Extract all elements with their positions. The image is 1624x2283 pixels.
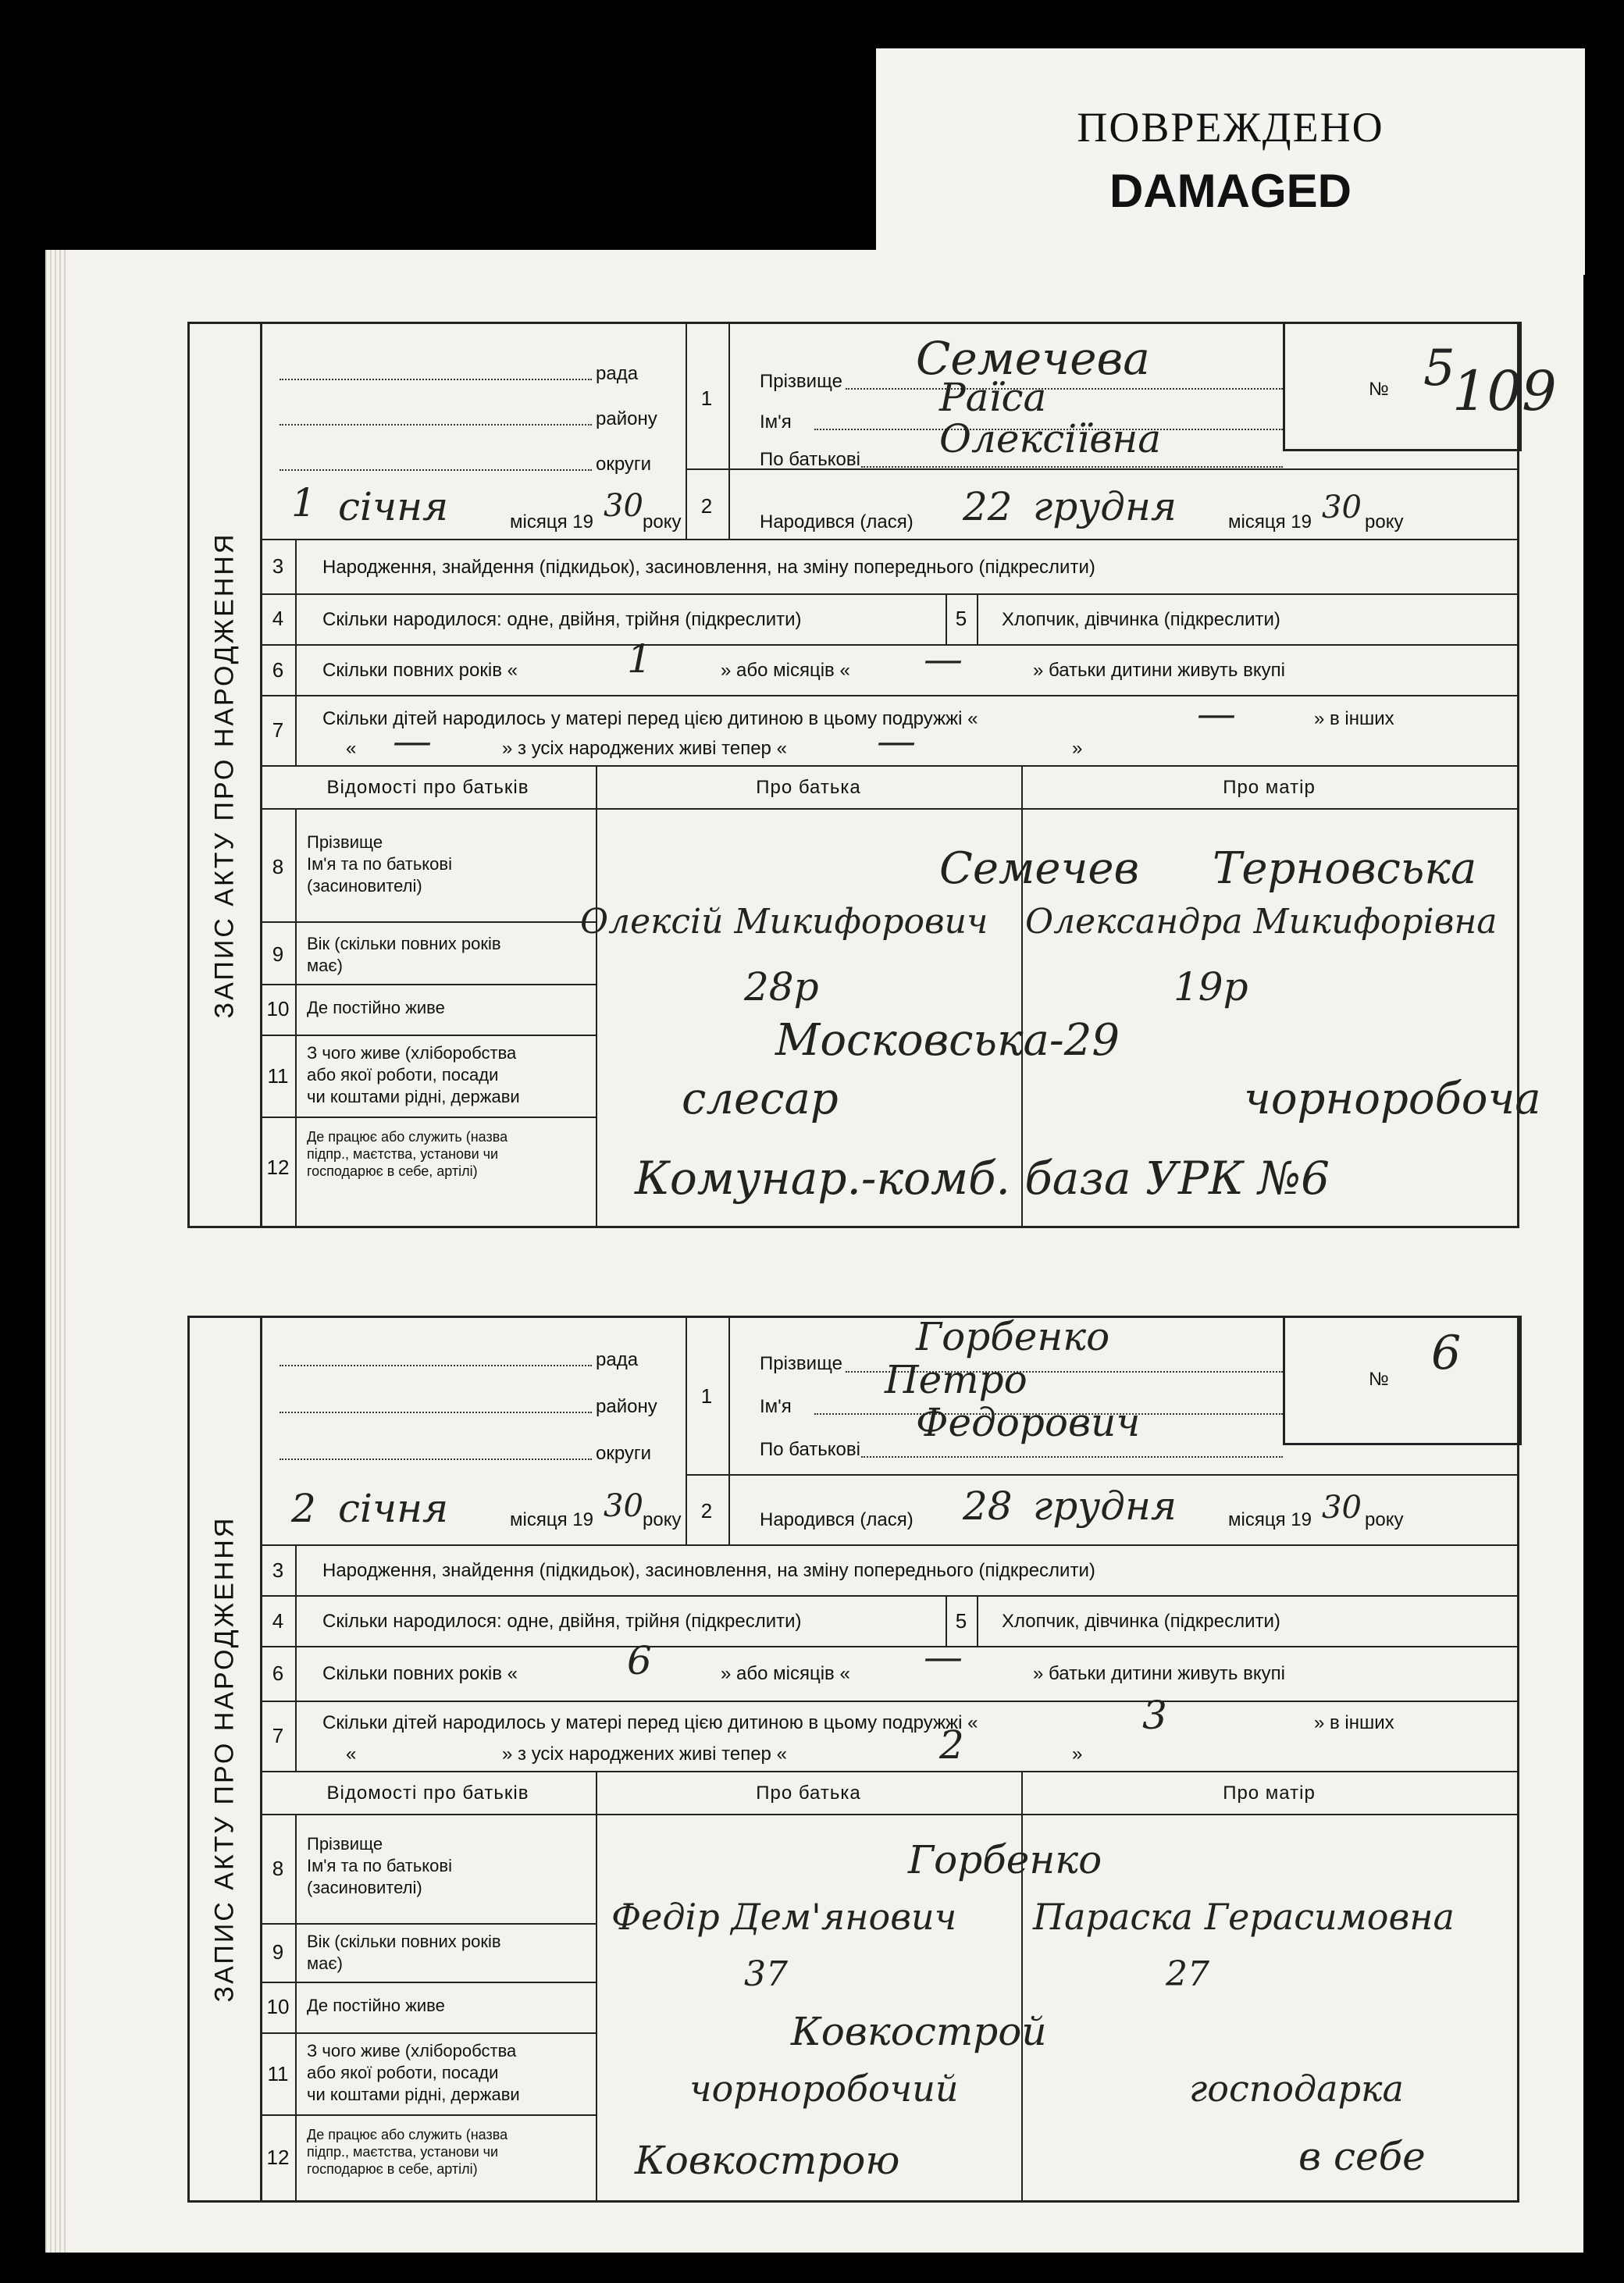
row-number-12: 12 [266, 1156, 290, 1179]
birth-day: 22 [963, 484, 1013, 529]
side-title: ЗАПИС АКТУ ПРО НАРОДЖЕННЯ [209, 532, 240, 1018]
children-other: — [393, 718, 432, 764]
mother-workplace-2: в себе [1298, 2134, 1426, 2179]
row3-text: Народження, знайдення (підкидьок), засиновлення, на зміну попереднього (підкреслити) [322, 557, 1095, 578]
months-together-2: — [924, 1634, 963, 1679]
label-prizvyshche-2: Прізвище [760, 1353, 842, 1374]
header-vidomosti-2: Відомості про батьків [326, 1783, 529, 1804]
label-narodyvsia: Народився (лася) [760, 511, 914, 532]
row7-label-d-2: » з усіх народжених живі тепер « [502, 1743, 787, 1765]
label-imya-2: Ім'я [760, 1396, 792, 1417]
record-number: 5 [1423, 340, 1455, 397]
father-age: 28р [744, 964, 819, 1010]
child-patronymic-2: Федорович [916, 1400, 1141, 1445]
row6-label-b-2: » або місяців « [721, 1663, 850, 1684]
row-number-3-b: 3 [272, 1558, 284, 1582]
child-surname-2: Горбенко [916, 1314, 1110, 1359]
birth-day-2: 28 [963, 1483, 1013, 1529]
mother-name-2: Параска Герасимовна [1033, 1896, 1455, 1938]
father-name-2: Федір Дем'янович [611, 1896, 957, 1938]
father-workplace-2: Ковкострою [635, 2138, 900, 2183]
row6-label-b: » або місяців « [721, 660, 850, 681]
row-number-2-b: 2 [700, 1499, 713, 1523]
row7-label-b-2: » в інших [1314, 1712, 1394, 1733]
father-surname: Семечев [939, 843, 1140, 894]
reg-month-2: січня [338, 1486, 449, 1531]
header-maty-2: Про матір [1223, 1783, 1316, 1804]
row-number-5-b: 5 [955, 1609, 967, 1633]
row6-label-a: Скільки повних років « [322, 660, 518, 681]
label-po-batkovi-2: По батькові [760, 1439, 860, 1460]
child-name: Раїса [939, 375, 1047, 420]
row-number-6: 6 [272, 658, 284, 682]
months-together: — [924, 636, 963, 682]
father-occupation-2: чорноробочий [689, 2068, 959, 2110]
reg-month: січня [338, 484, 449, 529]
header-batko: Про батька [756, 777, 861, 798]
row5-text-2: Хлопчик, дівчинка (підкреслити) [1002, 1611, 1280, 1632]
mother-age: 19р [1173, 964, 1248, 1010]
stamp-en: DAMAGED [1109, 165, 1352, 217]
label-narodyvsia-2: Народився (лася) [760, 1509, 914, 1530]
child-name-2: Петро [885, 1357, 1027, 1402]
row7-label-e-2: » [1072, 1743, 1083, 1765]
row3-text-2: Народження, знайдення (підкидьок), засиновлення, на зміну попереднього (підкреслити) [322, 1560, 1095, 1581]
row7-label-a: Скільки дітей народилось у матері перед цією дитиною в цьому подружжі « [322, 708, 978, 729]
residence: Московська-29 [775, 1015, 1120, 1066]
birth-month: грудня [1033, 484, 1177, 529]
row-number-9: 9 [272, 942, 284, 966]
row8-text-2: Прізвище Ім'я та по батькові (засиновителі) [307, 1834, 452, 1897]
label-rada: рада [596, 363, 639, 384]
children-alive: — [877, 718, 916, 764]
row7-label-b: » в інших [1314, 708, 1394, 729]
row6-label-a-2: Скільки повних років « [322, 1663, 518, 1684]
row-number-11: 11 [267, 1064, 289, 1088]
header-vidomosti: Відомості про батьків [326, 777, 529, 798]
children-before: — [1197, 691, 1236, 736]
row7-label-c: « [346, 738, 357, 759]
row5-text: Хлопчик, дівчинка (підкреслити) [1002, 609, 1280, 630]
damaged-stamp [876, 48, 1585, 275]
side-title-box [190, 324, 262, 1226]
reg-day-2: 2 [291, 1486, 316, 1531]
birth-record-form-2 [187, 1316, 1519, 2203]
label-okrugy: округи [596, 454, 652, 475]
row7-label-d: » з усіх народжених живі тепер « [502, 738, 787, 759]
label-misiatsia2-b: місяця 19 [1228, 1509, 1312, 1530]
row9-text: Вік (скільки повних років має) [307, 934, 501, 975]
header-maty: Про матір [1223, 777, 1316, 798]
row6-label-c-2: » батьки дитини живуть вкупі [1033, 1663, 1285, 1684]
children-alive-2: 2 [939, 1722, 964, 1768]
label-raionu-2: району [596, 1396, 657, 1417]
row-number-8: 8 [272, 855, 284, 878]
side-title-2: ЗАПИС АКТУ ПРО НАРОДЖЕННЯ [209, 1515, 240, 2003]
child-patronymic: Олексіївна [939, 416, 1162, 461]
record-number-box-2 [1283, 1316, 1522, 1445]
birth-year: 30 [1322, 490, 1362, 525]
label-no: № [1369, 379, 1389, 400]
label-rada-2: рада [596, 1349, 639, 1370]
stamp-ru: ПОВРЕЖДЕНО [1077, 104, 1384, 151]
row-number-4-b: 4 [272, 1609, 284, 1633]
row10-text-2: Де постійно живе [307, 1996, 445, 2015]
residence-2: Ковкострой [791, 2009, 1047, 2054]
row-number-7: 7 [272, 718, 284, 742]
label-roku2: року [1365, 511, 1404, 532]
row-number-3: 3 [272, 554, 284, 578]
row12-text-2: Де працює або служить (назва підпр., маєтства, установи чи господарює в себе, артілі) [307, 2127, 508, 2177]
row7-label-c-2: « [346, 1743, 357, 1765]
father-occupation: слесар [682, 1074, 839, 1124]
row-number-4: 4 [272, 607, 284, 630]
label-po-batkovi: По батькові [760, 449, 860, 470]
row-number-11-b: 11 [267, 2062, 289, 2085]
header-batko-2: Про батька [756, 1783, 861, 1804]
record-number-box [1283, 322, 1522, 451]
row-number-12-b: 12 [266, 2146, 290, 2169]
row-number-6-b: 6 [272, 1661, 284, 1685]
corner-number: 109 [1452, 359, 1557, 423]
page-spine [45, 250, 69, 2253]
row4-text-2: Скільки народилося: одне, двійня, трійня (підкреслити) [322, 1611, 802, 1632]
reg-year: 30 [604, 488, 643, 524]
row-number-7-b: 7 [272, 1724, 284, 1747]
label-roku: року [643, 511, 682, 532]
row4-text: Скільки народилося: одне, двійня, трійня (підкреслити) [322, 609, 802, 630]
label-imya: Ім'я [760, 411, 792, 433]
row-number-1-b: 1 [700, 1384, 713, 1408]
mother-occupation-2: господарка [1189, 2068, 1404, 2110]
label-roku-b: року [643, 1509, 682, 1530]
birth-month-2: грудня [1033, 1483, 1177, 1529]
row8-text: Прізвище Ім'я та по батькові (засиновителі) [307, 832, 452, 896]
mother-occupation: чорноробоча [1244, 1074, 1541, 1124]
side-title-box-2 [190, 1318, 262, 2200]
row-number-10: 10 [266, 997, 290, 1020]
label-misiatsia2: місяця 19 [1228, 511, 1312, 532]
reg-year-2: 30 [604, 1488, 643, 1524]
years-together-2: 6 [627, 1638, 652, 1683]
row9-text-2: Вік (скільки повних років має) [307, 1932, 501, 1973]
mother-age-2: 27 [1166, 1954, 1209, 1994]
row-number-9-b: 9 [272, 1940, 284, 1964]
father-surname-2: Горбенко [908, 1837, 1102, 1882]
row12-text: Де працює або служить (назва підпр., маєтства, установи чи господарює в себе, артілі) [307, 1129, 508, 1179]
children-before-2: 3 [1142, 1693, 1167, 1738]
row-number-5: 5 [955, 607, 967, 630]
birth-year-2: 30 [1322, 1490, 1362, 1526]
label-misiatsia-b: місяця 19 [510, 1509, 593, 1530]
reg-day: 1 [291, 480, 316, 525]
birth-record-form-1 [187, 322, 1541, 1228]
row7-label-e: » [1072, 738, 1083, 759]
record-number-2: 6 [1431, 1326, 1462, 1380]
label-raionu: району [596, 408, 657, 429]
label-no-2: № [1369, 1369, 1389, 1390]
row11-text-2: З чого живе (хліборобства або якої роботи, посади чи коштами рідні, держави [307, 2041, 520, 2104]
row-number-8-b: 8 [272, 1857, 284, 1880]
years-together: 1 [627, 636, 652, 682]
father-name: Олексій Микифорович [580, 902, 988, 942]
label-roku2-b: року [1365, 1509, 1404, 1530]
row-number-10-b: 10 [266, 1995, 290, 2018]
mother-name: Олександра Микифорівна [1025, 902, 1498, 942]
row11-text: З чого живе (хліборобства або якої роботи, посади чи коштами рідні, держави [307, 1043, 520, 1106]
row7-label-a-2: Скільки дітей народилось у матері перед цією дитиною в цьому подружжі « [322, 1712, 978, 1733]
label-okrugy-2: округи [596, 1443, 652, 1464]
mother-surname: Терновська [1213, 843, 1477, 894]
row-number-2: 2 [700, 494, 713, 518]
father-age-2: 37 [744, 1954, 788, 1994]
row10-text: Де постійно живе [307, 998, 445, 1017]
label-prizvyshche: Прізвище [760, 371, 842, 392]
child-surname: Семечева [916, 332, 1150, 385]
row-number-1: 1 [700, 386, 713, 410]
row6-label-c: » батьки дитини живуть вкупі [1033, 660, 1285, 681]
label-misiatsia: місяця 19 [510, 511, 593, 532]
workplace: Комунар.-комб. база УРК №6 [635, 1152, 1330, 1205]
